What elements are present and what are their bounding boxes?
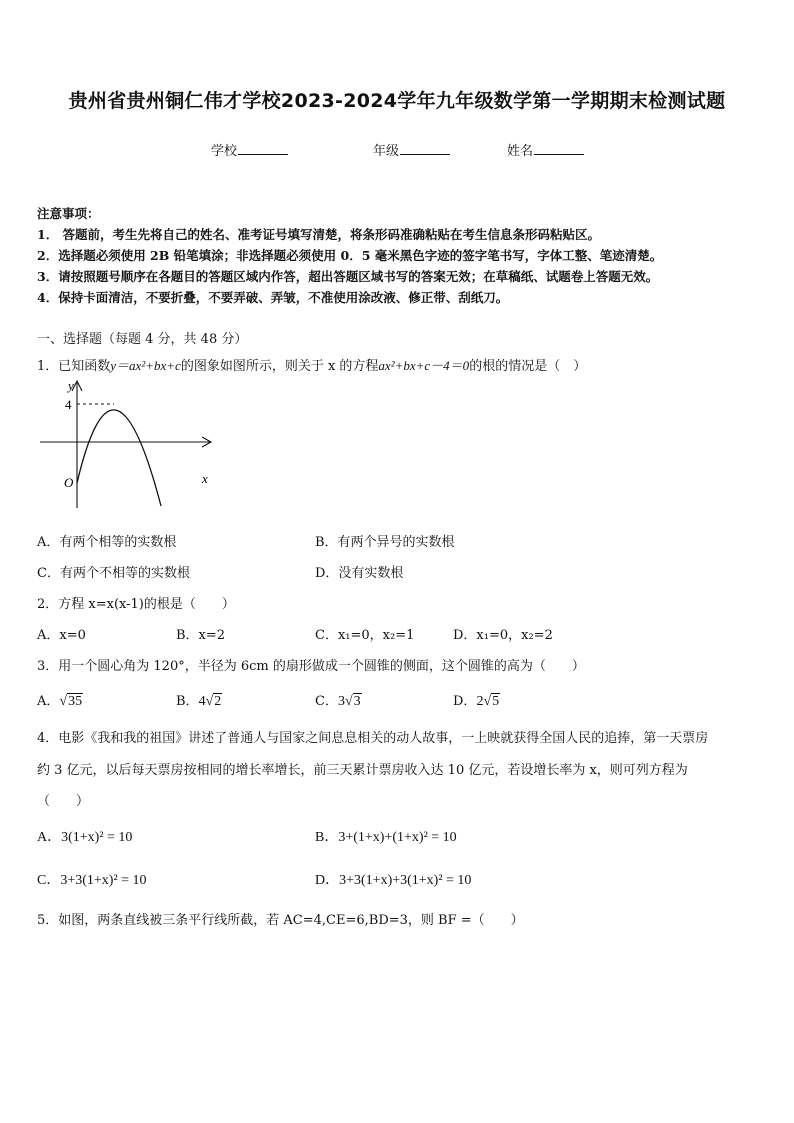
page-title: 贵州省贵州铜仁伟才学校2023-2024学年九年级数学第一学期期末检测试题 [68, 90, 726, 112]
y-axis-label: y [68, 378, 74, 393]
note-item-3: 3．请按照题号顺序在各题目的答题区域内作答，超出答题区域书写的答案无效；在草稿纸、试题卷上答题无效。 [37, 269, 659, 284]
q3-option-a[interactable]: A．√35 [37, 694, 83, 709]
q1-option-c[interactable]: C．有两个不相等的实数根 [37, 566, 190, 581]
q3-option-c[interactable]: C．3√3 [315, 694, 361, 709]
q2-option-a[interactable]: A．x=0 [37, 628, 86, 643]
q4-option-b[interactable]: B．3+(1+x)+(1+x)² = 10 [315, 830, 457, 845]
note-item-4: 4．保持卡面清洁，不要折叠，不要弄破、弄皱，不准使用涂改液、修正带、刮纸刀。 [37, 290, 509, 305]
q3-option-b[interactable]: B．4√2 [176, 694, 222, 709]
section-heading: 一、选择题（每题 4 分，共 48 分） [37, 332, 248, 347]
q1-option-b[interactable]: B．有两个异号的实数根 [315, 535, 455, 550]
q2-option-d[interactable]: D．x₁=0，x₂=2 [453, 628, 553, 643]
x-axis-label: x [202, 471, 208, 486]
grade-field[interactable] [373, 140, 450, 159]
q3-option-d[interactable]: D．2√5 [453, 694, 500, 709]
q2-option-c[interactable]: C．x₁=0，x₂=1 [315, 628, 415, 643]
equation-expression: ax²+bx+c－4＝0 [378, 358, 470, 373]
notes-heading: 注意事项： [37, 206, 100, 221]
question-2-stem: 2．方程 x=x(x-1)的根是（ ） [37, 597, 235, 612]
school-blank[interactable] [238, 142, 288, 155]
origin-label: O [64, 475, 74, 490]
q2-option-b[interactable]: B．x=2 [176, 628, 226, 643]
name-field[interactable] [507, 140, 584, 159]
note-item-2: 2．选择题必须使用 2B 铅笔填涂；非选择题必须使用 0．5 毫米黑色字迹的签字笔书写，字体工整、笔迹清楚。 [37, 248, 663, 263]
q4-option-a[interactable]: A．3(1+x)² = 10 [37, 830, 133, 845]
note-item-1: 1． 答题前，考生先将自己的姓名、准考证号填写清楚，将条形码准确粘贴在考生信息条形码粘贴区。 [37, 227, 601, 242]
q4-option-d[interactable]: D．3+3(1+x)+3(1+x)² = 10 [315, 873, 472, 888]
school-label: 学校 [211, 144, 238, 159]
tick-label-4: 4 [65, 397, 72, 412]
school-field[interactable] [211, 140, 288, 159]
question-4-line-3: （ ） [37, 794, 90, 809]
question-3-stem: 3．用一个圆心角为 120°，半径为 6cm 的扇形做成一个圆锥的侧面，这个圆锥的高为（ ） [37, 659, 585, 674]
function-expression: y＝ax²+bx+c [110, 358, 181, 373]
name-label: 姓名 [507, 144, 534, 159]
grade-label: 年级 [373, 144, 400, 159]
grade-blank[interactable] [400, 142, 450, 155]
parabola-curve [77, 410, 161, 506]
question-4-line-1: 4．电影《我和我的祖国》讲述了普通人与国家之间息息相关的动人故事，一上映就获得全国人民的追捧，第一天票房 [37, 731, 709, 746]
parabola-graph [36, 378, 221, 518]
name-blank[interactable] [534, 142, 584, 155]
q1-option-d[interactable]: D．没有实数根 [315, 566, 404, 581]
q1-option-a[interactable]: A．有两个相等的实数根 [37, 535, 177, 550]
question-1-stem: 1．已知函数y＝ax²+bx+c的图象如图所示，则关于 x 的方程ax²+bx+c－4＝0的根的情况是（ ） [37, 358, 587, 374]
question-5-stem: 5．如图，两条直线被三条平行线所截，若 AC=4,CE=6,BD=3，则 BF =（ ） [37, 913, 524, 928]
question-4-line-2: 约 3 亿元，以后每天票房按相同的增长率增长，前三天累计票房收入达 10 亿元，若设增长率为 x，则可列方程为 [37, 763, 688, 778]
q4-option-c[interactable]: C．3+3(1+x)² = 10 [37, 873, 147, 888]
